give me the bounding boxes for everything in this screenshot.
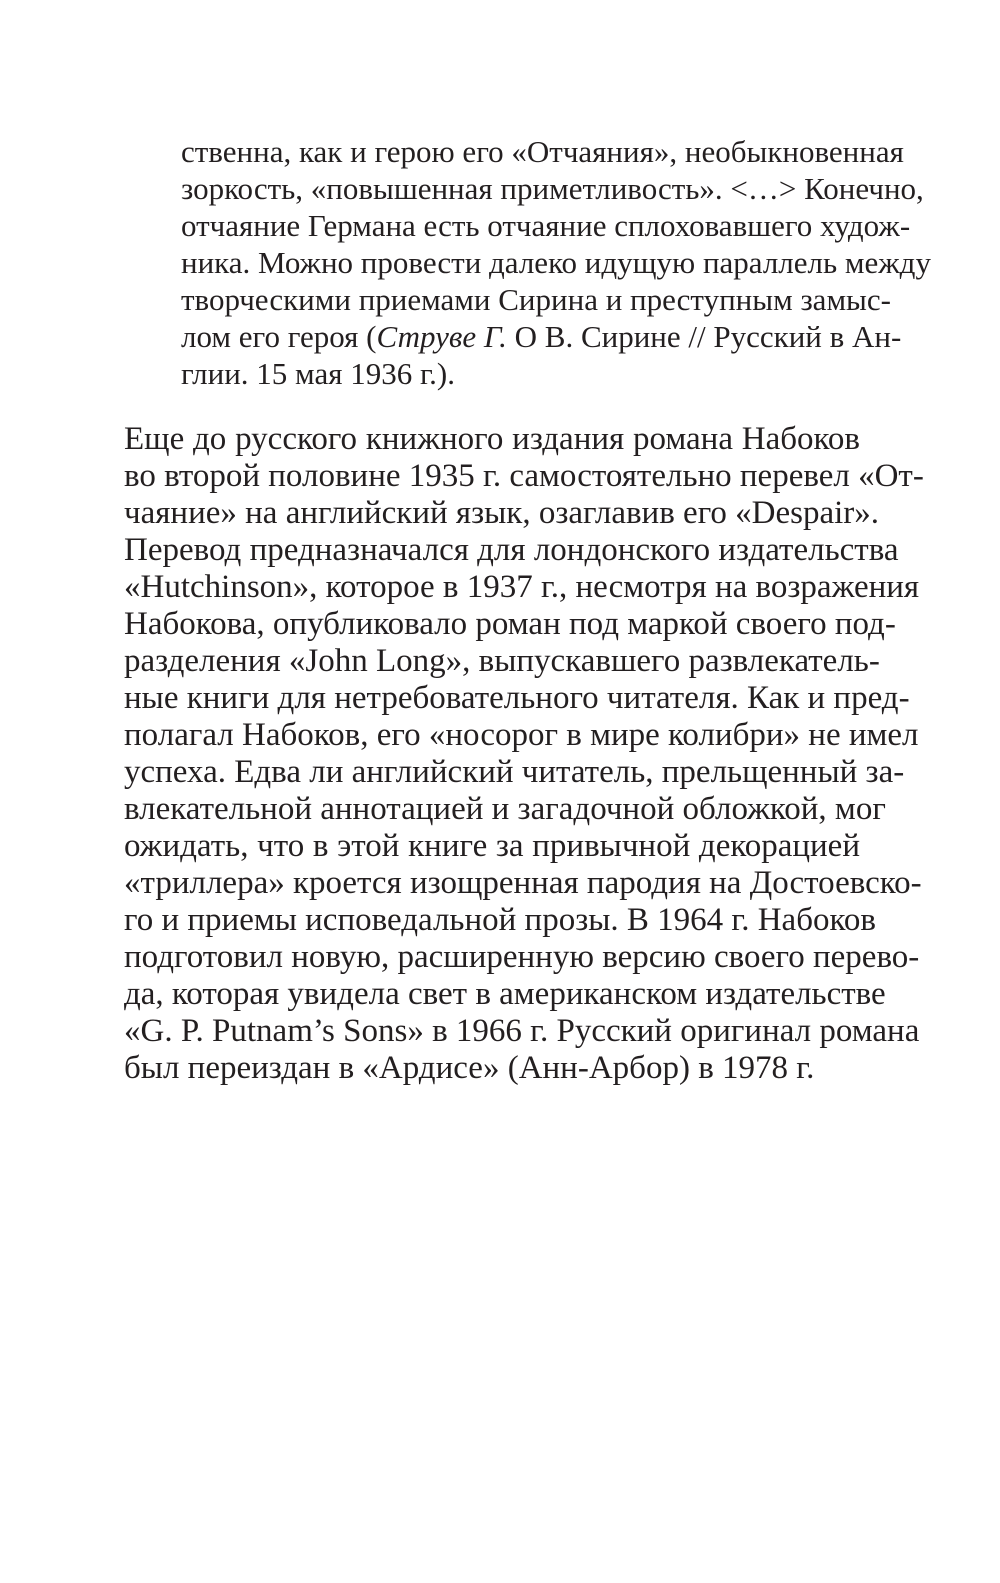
paragraph-line: Перевод предназначался для лондонского издательства	[124, 532, 899, 568]
paragraph-line: подготовил новую, расширенную версию своего перево-	[124, 939, 920, 975]
paragraph-line: во второй половине 1935 г. самостоятельно перевел «От-	[124, 458, 924, 494]
paragraph-line: полагал Набоков, его «носорог в мире колибри» не имел	[124, 717, 919, 753]
paragraph-line-final: был переиздан в «Ардисе» (Анн-Арбор) в 1978 г.	[124, 1050, 815, 1086]
citation-author: Струве Г.	[376, 319, 507, 354]
quote-line: ника. Можно провести далеко идущую параллель между	[181, 245, 931, 280]
paragraph-line: «Hutchinson», которое в 1937 г., несмотря на возражения	[124, 569, 920, 605]
quote-line: ственна, как и герою его «Отчаяния», необыкновенная	[181, 134, 904, 169]
paragraph-line: успеха. Едва ли английский читатель, прельщенный за-	[124, 754, 905, 790]
paragraph-line: Набокова, опубликовало роман под маркой своего под-	[124, 606, 896, 642]
paragraph-line: го и приемы исповедальной прозы. В 1964 г. Набоков	[124, 902, 876, 938]
paragraph-line: «триллера» кроется изощренная пародия на Достоевско-	[124, 865, 922, 901]
paragraph-line: влекательной аннотацией и загадочной обложкой, мог	[124, 791, 886, 827]
paragraph-line: Еще до русского книжного издания романа Набоков	[124, 421, 860, 457]
paragraph-line: ожидать, что в этой книге за привычной декорацией	[124, 828, 860, 864]
paragraph-line: чаяние» на английский язык, озаглавив его «Despair».	[124, 495, 880, 531]
quote-line: отчаяние Германа есть отчаяние сплоховавшего худож-	[181, 208, 911, 243]
paragraph-line: ные книги для нетребовательного читателя. Как и пред-	[124, 680, 910, 716]
quote-line: творческими приемами Сирина и преступным замыс-	[181, 282, 891, 317]
citation-prefix: лом его героя (	[181, 319, 377, 354]
paragraph-line: да, которая увидела свет в американском издательстве	[124, 976, 886, 1012]
citation-suffix: О В. Сирине // Русский в Ан-	[506, 319, 902, 354]
paragraph-line: «G. P. Putnam’s Sons» в 1966 г. Русский оригинал романа	[124, 1013, 920, 1049]
quote-line-final: глии. 15 мая 1936 г.).	[181, 356, 456, 391]
quote-line: зоркость, «повышенная приметливость». <…> Конечно,	[181, 171, 924, 206]
quote-line-citation	[181, 318, 902, 355]
paragraph-line: разделения «John Long», выпускавшего развлекатель-	[124, 643, 880, 679]
